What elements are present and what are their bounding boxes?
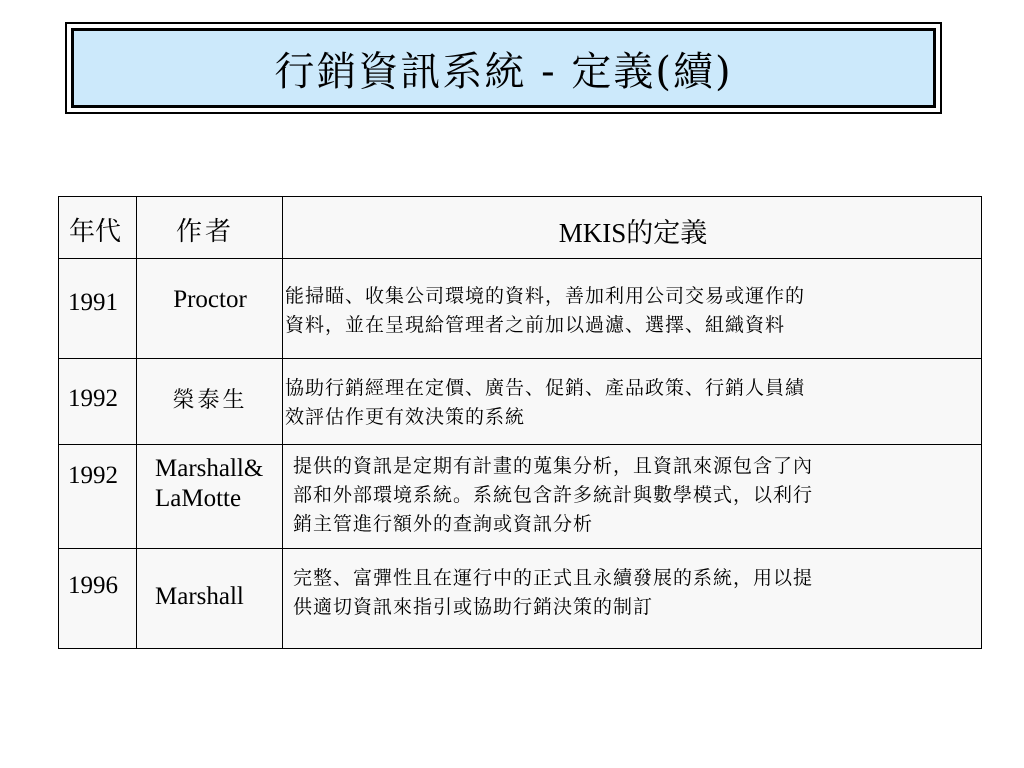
- row-author: Marshall: [155, 583, 244, 610]
- author-line: LaMotte: [155, 485, 242, 512]
- header-year: 年代: [69, 217, 122, 247]
- row-author: 榮泰生: [172, 388, 248, 413]
- row-definition: [285, 374, 805, 432]
- definition-line: 完整、富彈性且在運行中的正式且永續發展的系統，用以提: [293, 567, 814, 589]
- header-definition: MKIS的定義: [558, 218, 708, 248]
- row-year: 1992: [68, 462, 118, 489]
- column-divider: [136, 197, 137, 648]
- column-divider: [282, 197, 283, 648]
- table-row: [59, 444, 981, 548]
- row-year: 1991: [68, 289, 118, 316]
- row-definition: [293, 564, 813, 622]
- definition-line: 資料，並在呈現給管理者之前加以過濾、選擇、組織資料: [285, 314, 786, 336]
- table-row: [59, 548, 981, 650]
- definition-line: 銷主管進行額外的查詢或資訊分析: [293, 513, 594, 535]
- row-author: [155, 454, 263, 514]
- definition-line: 協助行銷經理在定價、廣告、促銷、產品政策、行銷人員績: [285, 377, 806, 399]
- definitions-table: [58, 196, 982, 649]
- slide-title-box: [71, 28, 936, 108]
- slide-title: 行銷資訊系統 - 定義(續): [274, 48, 733, 95]
- row-definition: [285, 282, 805, 340]
- table-row: [59, 258, 981, 358]
- row-author: Proctor: [173, 286, 247, 313]
- header-author: 作者: [176, 217, 235, 247]
- definition-line: 效評估作更有效決策的系統: [285, 406, 526, 428]
- row-year: 1996: [68, 572, 118, 599]
- definition-line: 部和外部環境系統。系統包含許多統計與數學模式，以利行: [293, 484, 814, 506]
- table-header-row: [59, 197, 981, 258]
- row-year: 1992: [68, 385, 118, 412]
- definition-line: 提供的資訊是定期有計畫的蒐集分析，且資訊來源包含了內: [293, 455, 814, 477]
- slide-title-frame: [65, 22, 942, 114]
- definition-line: 能掃瞄、收集公司環境的資料，善加利用公司交易或運作的: [285, 285, 806, 307]
- table-row: [59, 358, 981, 444]
- author-line: Marshall&: [155, 455, 264, 482]
- definition-line: 供適切資訊來指引或協助行銷決策的制訂: [293, 596, 654, 618]
- row-definition: [293, 452, 813, 539]
